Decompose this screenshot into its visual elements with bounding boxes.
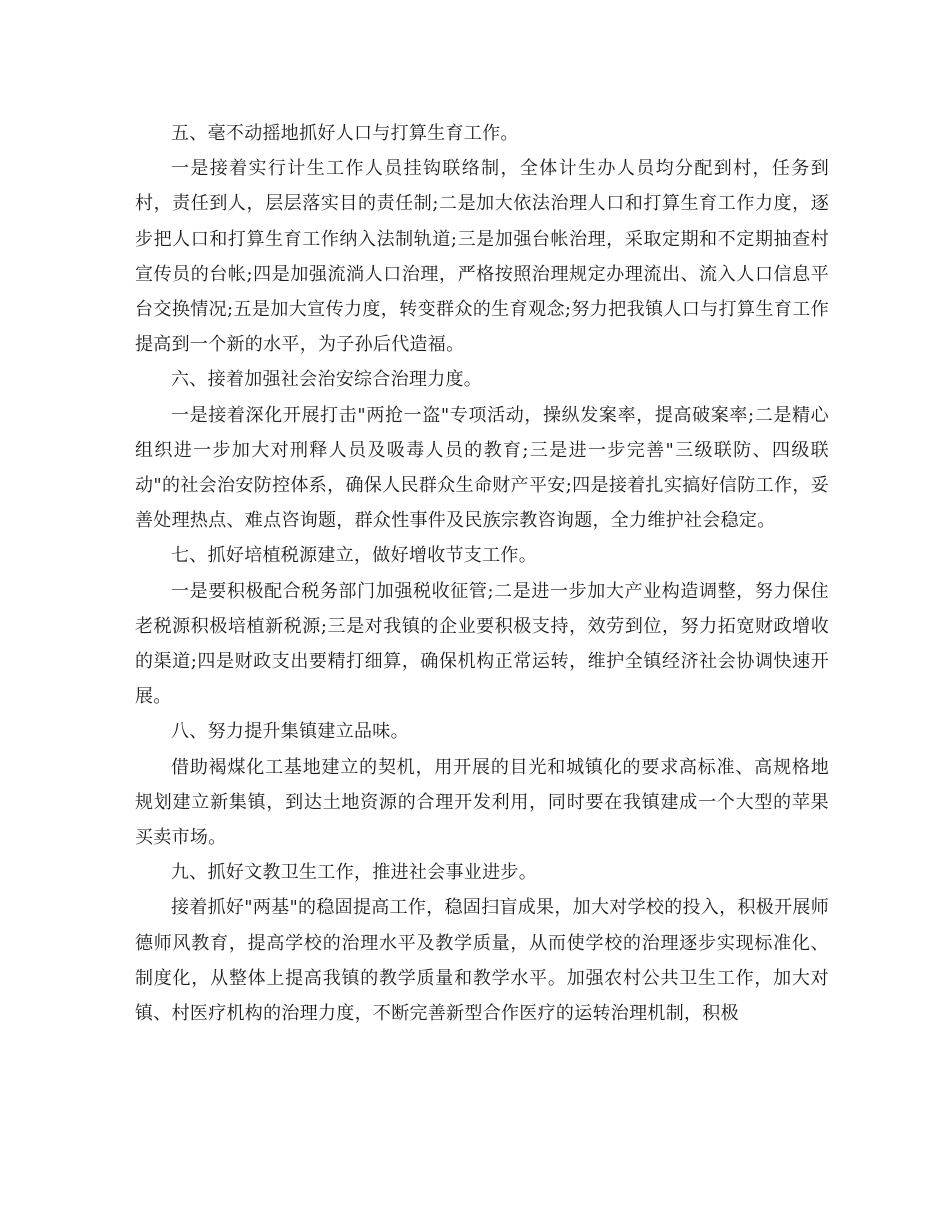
section-heading-education-health: 九、抓好文教卫生工作，推进社会事业进步。: [171, 862, 537, 884]
paragraph-public-security: 一是接着深化开展打击"两抢一盗"专项活动，操纵发案率，提高破案率;二是精心组织进一步加大对刑释人员及吸毒人员的教育;三是进一步完善"三级联防、四级联动"的社会治安防控体系，确保人民群众生命财产平安;四是接着扎实搞好信防工作，妥善处理热点、难点咨询题，群众性事件及民族宗教咨询题，全力维护社会稳定。: [135, 404, 829, 532]
paragraph-population: 一是接着实行计生工作人员挂钩联络制，全体计生办人员均分配到村，任务到村，责任到人，层层落实目的责任制;二是加大依法治理人口和打算生育工作力度，逐步把人口和打算生育工作纳入法制轨道;三是加强台帐治理，采取定期和不定期抽查村宣传员的台帐;四是加强流淌人口治理，严格按照治理规定办理流出、流入人口信息平台交换情况;五是加大宣传力度，转变群众的生育观念;努力把我镇人口与打算生育工作提高到一个新的水平，为子孙后代造福。: [135, 158, 829, 356]
paragraph-town-building: 借助褐煤化工基地建立的契机，用开展的目光和城镇化的要求高标准、高规格地规划建立新集镇，到达土地资源的合理开发利用，同时要在我镇建成一个大型的苹果买卖市场。: [135, 756, 829, 849]
section-heading-population: 五、毫不动摇地抓好人口与打算生育工作。: [171, 123, 519, 144]
section-heading-tax-source: 七、抓好培植税源建立，做好增收节支工作。: [171, 545, 537, 567]
paragraph-education-health: 接着抓好"两基"的稳固提高工作，稳固扫盲成果，加大对学校的投入，积极开展师德师风教育，提高学校的治理水平及教学质量，从而使学校的治理逐步实现标准化、制度化，从整体上提高我镇的教学质量和教学水平。加强农村公共卫生工作，加大对镇、村医疗机构的治理力度，不断完善新型合作医疗的运转治理机制，积极: [135, 897, 829, 1025]
document-body: [135, 116, 829, 1031]
section-heading-town-building: 八、努力提升集镇建立品味。: [171, 721, 409, 743]
paragraph-tax-source: 一是要积极配合税务部门加强税收征管;二是进一步加大产业构造调整，努力保住老税源积极培植新税源;三是对我镇的企业要积极支持，效劳到位，努力拓宽财政增收的渠道;四是财政支出要精打细算，确保机构正常运转，维护全镇经济社会协调快速开展。: [135, 580, 829, 708]
section-heading-public-security: 六、接着加强社会治安综合治理力度。: [171, 369, 483, 391]
